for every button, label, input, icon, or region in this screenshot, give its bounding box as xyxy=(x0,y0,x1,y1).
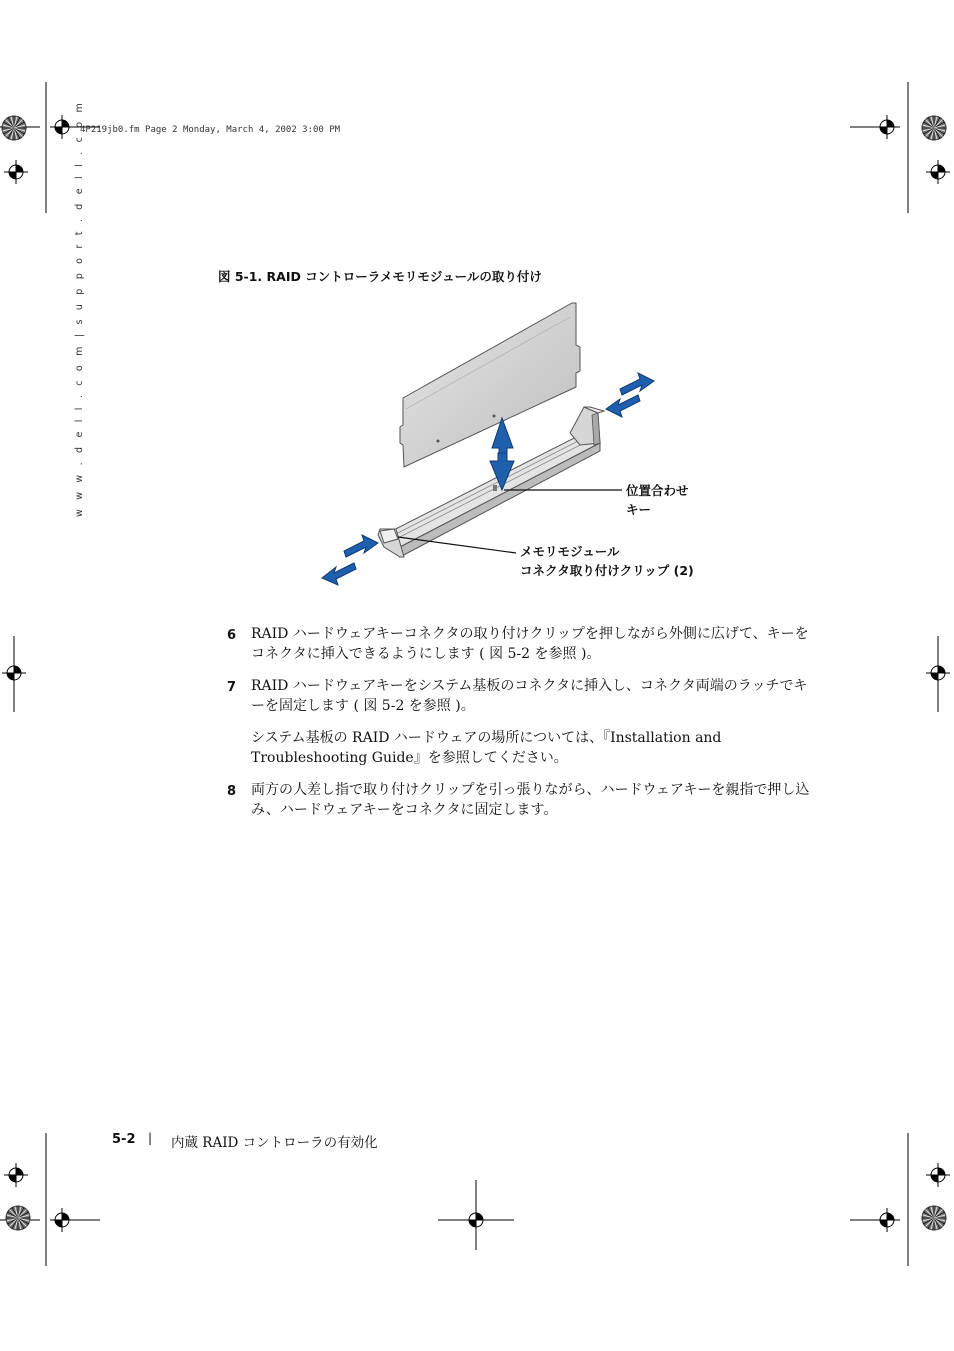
crosshair-bottom-right xyxy=(875,1208,899,1232)
footer-separator: | xyxy=(148,1131,153,1145)
spread-arrow-right xyxy=(606,373,654,417)
crosshair-middle-right xyxy=(926,661,950,685)
crosshair-bottom-center xyxy=(464,1208,488,1232)
connector-clip-label: メモリモジュール コネクタ取り付けクリップ (2) xyxy=(520,544,694,578)
step-7-number: 7 xyxy=(227,680,237,695)
color-wheel-bottom-right xyxy=(922,1206,946,1230)
step-6-number: 6 xyxy=(227,628,237,643)
right-connector-clip xyxy=(570,407,604,445)
side-url-text: w w w . d e l l . c o m | s u p p o r t . d e l l . c o m xyxy=(74,100,85,517)
step-8-number: 8 xyxy=(227,784,237,799)
figure-caption: 図 5-1. RAID コントローラメモリモジュールの取り付け xyxy=(218,269,542,284)
crosshair-bottom-left xyxy=(50,1208,74,1232)
crosshair-top-left-lower xyxy=(4,160,28,184)
chapter-title: 内蔵 RAID コントローラの有効化 xyxy=(171,1135,378,1151)
color-wheel-bottom-left xyxy=(6,1206,30,1230)
crosshair-top-left xyxy=(50,115,74,139)
crosshair-bottom-left-upper xyxy=(4,1163,28,1187)
crosshair-top-right xyxy=(875,115,899,139)
crosshair-top-right-lower xyxy=(926,160,950,184)
step-7-text: RAID ハードウェアキーをシステム基板のコネクタに挿入し、コネクタ両端のラッチでキーを固定します ( 図 5-2 を参照 )。 xyxy=(251,678,808,714)
step-6-text: RAID ハードウェアキーコネクタの取り付けクリップを押しながら外側に広げて、キーをコネクタに挿入できるようにします ( 図 5-2 を参照 )。 xyxy=(251,626,809,662)
file-info-header: 4P219jb0.fm Page 2 Monday, March 4, 2002 3:00 PM xyxy=(80,125,341,135)
step-7-note: システム基板の RAID ハードウェアの場所については、『Installation and Troubleshooting Guide』を参照してください。 xyxy=(251,730,722,766)
spread-arrow-left xyxy=(322,535,378,585)
crosshair-bottom-right-upper xyxy=(926,1163,950,1187)
step-8-text: 両方の人差し指で取り付けクリップを引っ張りながら、ハードウェアキーを親指で押し込み、ハードウェアキーをコネクタに固定します。 xyxy=(251,782,810,818)
page-number: 5-2 xyxy=(112,1132,136,1147)
alignment-key-label: 位置合わせ キー xyxy=(626,483,689,517)
crosshair-middle-left xyxy=(2,661,26,685)
memory-module-card xyxy=(400,303,580,467)
color-wheel-top-left xyxy=(2,116,26,140)
color-wheel-top-right xyxy=(922,116,946,140)
